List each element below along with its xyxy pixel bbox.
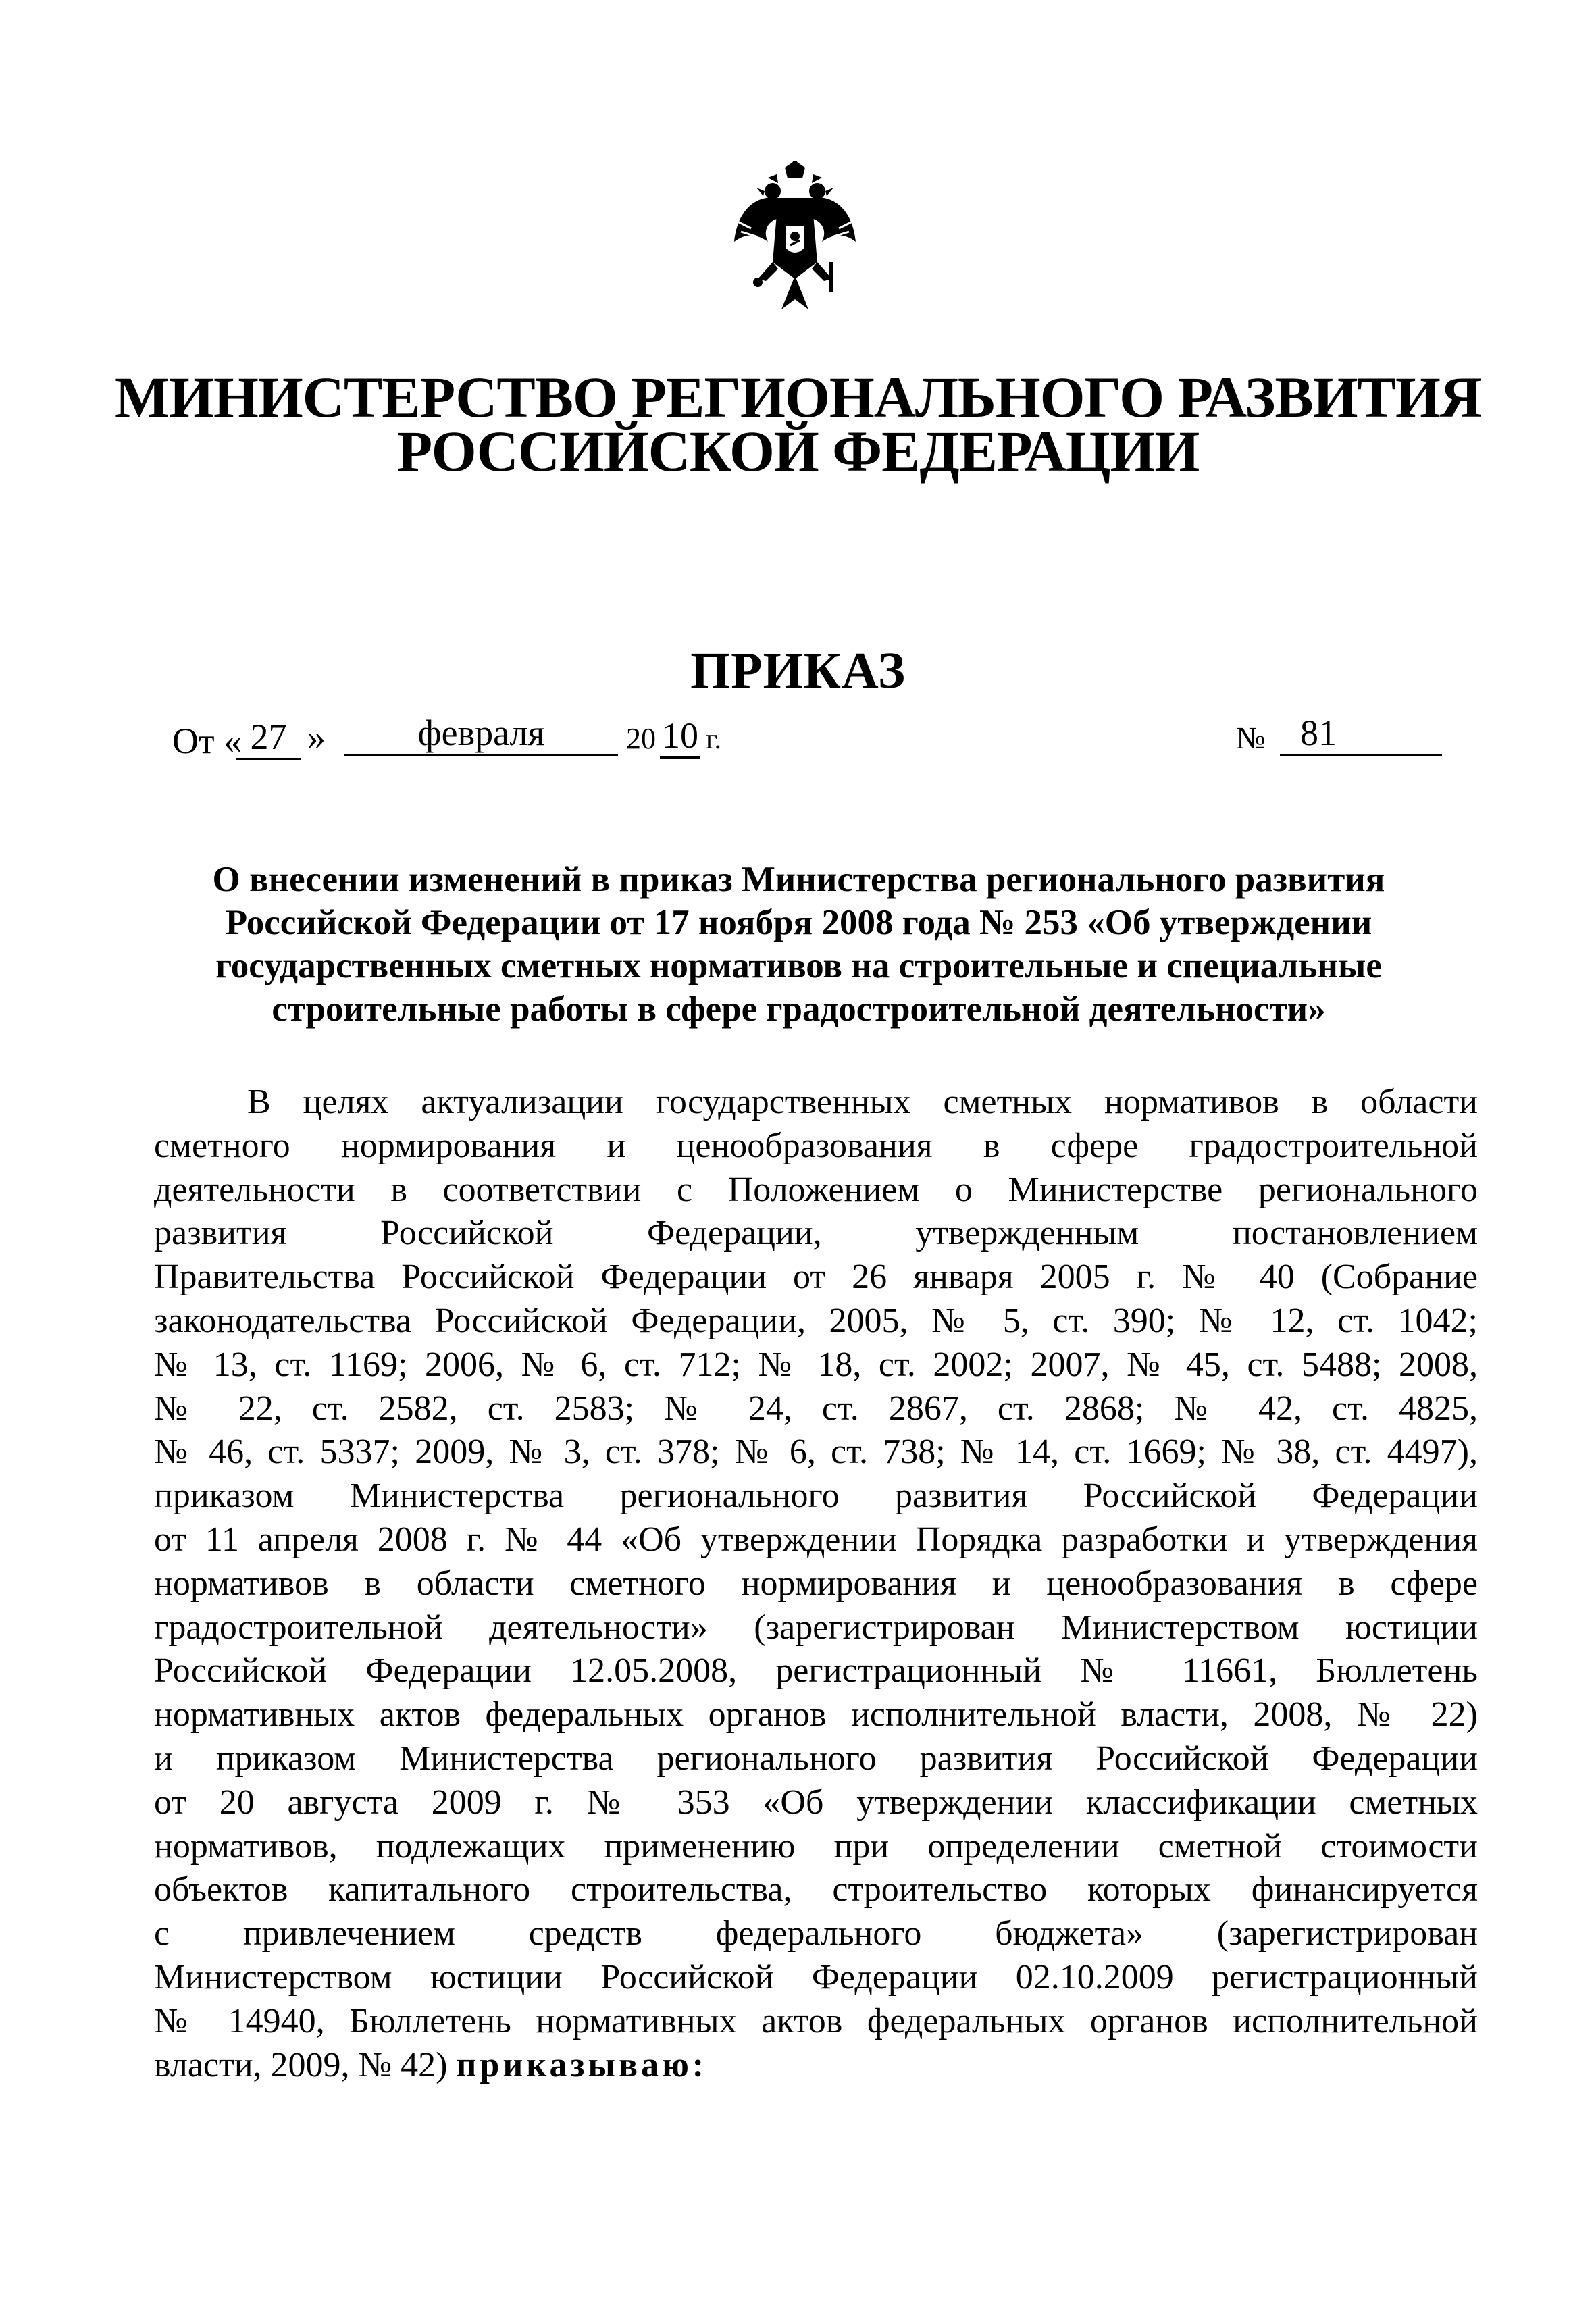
body-line: деятельности в соответствии с Положением о Министерстве регионального [154, 1170, 1478, 1209]
body-line: № 46, ст. 5337; 2009, № 3, ст. 378; № 6, ст. 738; № 14, ст. 1669; № 38, ст. 4497), [154, 1433, 1478, 1472]
body-line: В целях актуализации государственных сметных нормативов в области [247, 1083, 1478, 1121]
date-prefix: От « [172, 721, 242, 761]
body-line: Российской Федерации 12.05.2008, регистрационный № 11661, Бюллетень [154, 1651, 1478, 1691]
body-line: объектов капитального строительства, строительство которых финансируется [154, 1870, 1478, 1909]
order-keyword: приказываю: [456, 2045, 708, 2084]
date-year-letter: г. [706, 724, 721, 755]
body-last-text: власти, 2009, № 42) [154, 2045, 448, 2084]
date-quote-close: » [307, 717, 326, 757]
heading-line: Российской Федерации от 17 ноября 2008 года № 253 «Об утверждении [225, 903, 1372, 942]
ministry-title-line1: МИНИСТЕРСТВО РЕГИОНАЛЬНОГО РАЗВИТИЯ [114, 365, 1482, 430]
document-type-title: ПРИКАЗ [690, 642, 906, 699]
body-line: нормативных актов федеральных органов исполнительной власти, 2008, № 22) [154, 1695, 1478, 1734]
body-line: сметного нормирования и ценообразования в сфере градостроительной [154, 1126, 1478, 1165]
body-line: от 20 августа 2009 г. № 353 «Об утверждении классификации сметных [154, 1782, 1478, 1822]
body-line: развития Российской Федерации, утвержденным постановлением [154, 1214, 1478, 1253]
body-line: Министерством юстиции Российской Федерации 02.10.2009 регистрационный [154, 1957, 1478, 1997]
body-line-last [154, 2044, 1478, 2088]
double-headed-eagle-icon [731, 161, 859, 319]
heading-line: О внесении изменений в приказ Министерства регионального развития [212, 860, 1385, 899]
heading-line: государственных сметных нормативов на строительные и специальные [215, 946, 1382, 985]
body-line: и приказом Министерства регионального развития Российской Федерации [154, 1739, 1478, 1778]
body-line: законодательства Российской Федерации, 2005, № 5, ст. 390; № 12, ст. 1042; [154, 1301, 1478, 1340]
body-paragraph [154, 1081, 1478, 2087]
body-line: от 11 апреля 2008 г. № 44 «Об утверждении Порядка разработки и утверждения [154, 1520, 1478, 1559]
number-label: № [1236, 721, 1266, 755]
date-year-prefix: 20 [626, 722, 656, 755]
date-number-line [172, 715, 1442, 769]
body-line: нормативов, подлежащих применению при определении сметной стоимости [154, 1826, 1478, 1866]
body-line: приказом Министерства регионального развития Российской Федерации [154, 1476, 1478, 1516]
date-year-suffix: 10 [660, 717, 700, 759]
heading-line: строительные работы в сфере градостроительной деятельности» [272, 989, 1326, 1029]
date-day: 27 [236, 719, 301, 760]
body-line: № 13, ст. 1169; 2006, № 6, ст. 712; № 18, ст. 2002; 2007, № 45, ст. 5488; 2008, [154, 1345, 1478, 1384]
body-line: № 22, ст. 2582, ст. 2583; № 24, ст. 2867, ст. 2868; № 42, ст. 4825, [154, 1389, 1478, 1428]
body-line: № 14940, Бюллетень нормативных актов федеральных органов исполнительной [154, 2001, 1478, 2040]
body-line: Правительства Российской Федерации от 26 января 2005 г. № 40 (Собрание [154, 1258, 1478, 1297]
body-line: градостроительной деятельности» (зарегистрирован Министерством юстиции [154, 1608, 1478, 1647]
document-heading [169, 858, 1428, 1031]
ministry-title-line2: РОССИЙСКОЙ ФЕДЕРАЦИИ [396, 419, 1200, 484]
body-line: нормативов в области сметного нормирования и ценообразования в сфере [154, 1564, 1478, 1603]
date-month: февраля [344, 715, 618, 756]
body-line: с привлечением средств федерального бюджета» (зарегистрирован [154, 1914, 1478, 1953]
document-number: 81 [1280, 715, 1442, 756]
